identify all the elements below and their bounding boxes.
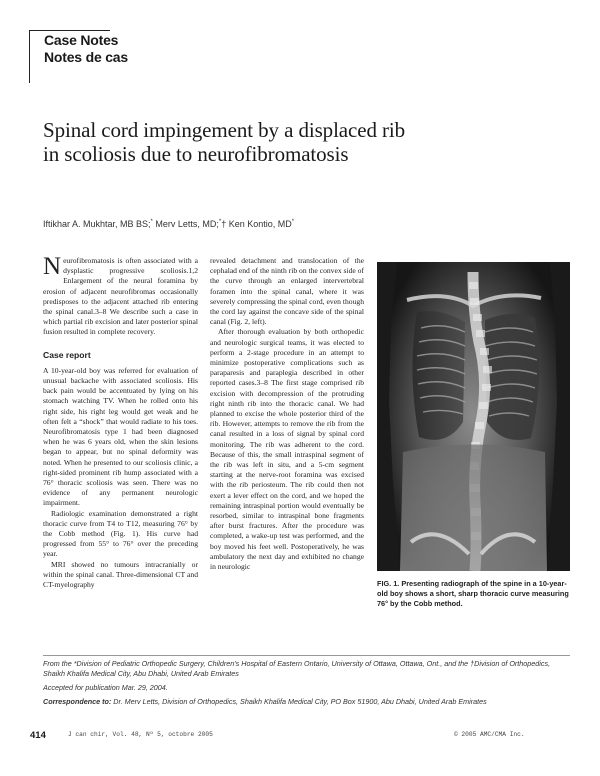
case-paragraph-3: MRI showed no tumours intracranially or within the spinal canal. Three-dimensional CT and CT-myelography	[43, 559, 198, 590]
body-column-2	[210, 256, 364, 572]
affiliation-from: From the *Division of Pediatric Orthopedic Surgery, Children’s Hospital of Eastern Ontario, University of Ottawa, Ottawa, Ont., and the †Division of Orthopedics, Shaikh Khalifa Medical City, Abu Dhabi, United Arab Emirates	[43, 659, 551, 678]
author-2-mark: *	[218, 219, 222, 225]
case-paragraph-2: Radiologic examination demonstrated a right thoracic curve from T4 to T12, measuring 76° by the Cobb method (Fig. 1). His curve had progressed from 55° to 76° over the preceding year.	[43, 508, 198, 559]
correspondence-text: Dr. Merv Letts, Division of Orthopedics, Shaikh Khalifa Medical City, PO Box 51900, Abu Dhabi, United Arab Emirates	[111, 697, 487, 706]
figure-caption: FIG. 1. Presenting radiograph of the spine in a 10-year-old boy shows a short, sharp thoracic curve measuring 76° by the Cobb method.	[377, 579, 569, 608]
author-1: Iftikhar A. Mukhtar, MB BS;	[43, 219, 151, 229]
affiliations-block	[43, 659, 570, 711]
case-paragraph-4: revealed detachment and translocation of the cephalad end of the ninth rib on the convex side of the curve through an enlarged intervertebral foramen into the spinal canal, where it was severely compressing the spinal cord, even though the cord lay against the concave side of the spinal canal (Fig. 2, left).	[210, 256, 364, 327]
accepted-date: Accepted for publication Mar. 29, 2004.	[43, 683, 168, 692]
title-line-2: in scoliosis due to neurofibromatosis	[43, 142, 349, 166]
body-column-1	[43, 253, 198, 590]
radiograph-image	[377, 262, 570, 571]
correspondence	[43, 697, 570, 707]
article-title	[43, 118, 563, 166]
page-number: 414	[30, 730, 46, 741]
drop-cap: N	[43, 253, 62, 280]
section-label-en: Case Notes	[44, 32, 119, 48]
correspondence-label: Correspondence to:	[43, 697, 112, 706]
author-3: † Ken Kontio, MD	[221, 219, 292, 229]
author-2: Merv Letts, MD;	[152, 219, 219, 229]
case-paragraph-1: A 10-year-old boy was referred for evaluation of unusual backache with associated scoliosis. His back pain would be accentuated by lying on his stomach watching TV. When he rolled onto his right side, his right leg would get weak and he often felt a “shock” that would radiate to his toes. Neurofibromatosis type 1 had been diagnosed when he was 6 years old, when the skin lesions began to appear, but no spinal deformity was noted. When he presented to our scoliosis clinic, a right-sided prominent rib hump associated with a 76° thoracic scoliosis was seen. There was no evidence of any permanent neurologic impairment.	[43, 365, 198, 508]
author-list	[43, 219, 294, 229]
intro-paragraph: Neurofibromatosis is often associated with a dysplastic progressive scoliosis.1,2 Enlargement of the neural foramina by erosion of adjacent neurofibromas occasionally predisposes to the adjacent attached rib entering the spinal canal.3–8 We describe such a case in which partial rib excision and later posterior spinal fusion resulted in complete recovery.	[43, 253, 198, 337]
case-paragraph-5: After thorough evaluation by both orthopedic and neurologic surgical teams, it was elected to perform a 2-stage procedure in an attempt to minimize postoperative complications such as paraparesis and paraplegia described in other reported cases.3–8 The first stage comprised rib excision with decompression of the protruding right ninth rib into the thoracic canal. We had planned to excise the whole posterior third of the rib. However, attempts to remove the rib from the canal resulted in a loss of signal by spinal cord monitoring. The rib was adherent to the cord. Because of this, the small intraspinal segment of the rib was left in situ, and a 5-cm segment starting at the nerve-root foramina was excised with the rib periosteum. The rib could then not exert a lever effect on the cord, and we hoped the remaining intraspinal portion would eventually be resorbed, similar to intraspinal bone fragments after burst fractures. After the procedure was completed, a wake-up test was performed, and the boy moved his feet well. Postoperatively, he was ambulatory the next day and exhibited no change in neurologic	[210, 327, 364, 572]
author-1-mark: *	[150, 219, 153, 225]
footnote-divider	[43, 655, 570, 656]
copyright-notice: © 2005 AMC/CMA Inc.	[454, 731, 525, 738]
journal-citation: J can chir, Vol. 48, Nº 5, octobre 2005	[68, 731, 213, 738]
section-label-fr: Notes de cas	[44, 49, 128, 65]
section-heading-case-report: Case report	[43, 349, 91, 360]
author-3-mark: *	[291, 219, 295, 225]
title-line-1: Spinal cord impingement by a displaced rib	[43, 118, 406, 142]
radiograph-figure	[377, 262, 570, 571]
